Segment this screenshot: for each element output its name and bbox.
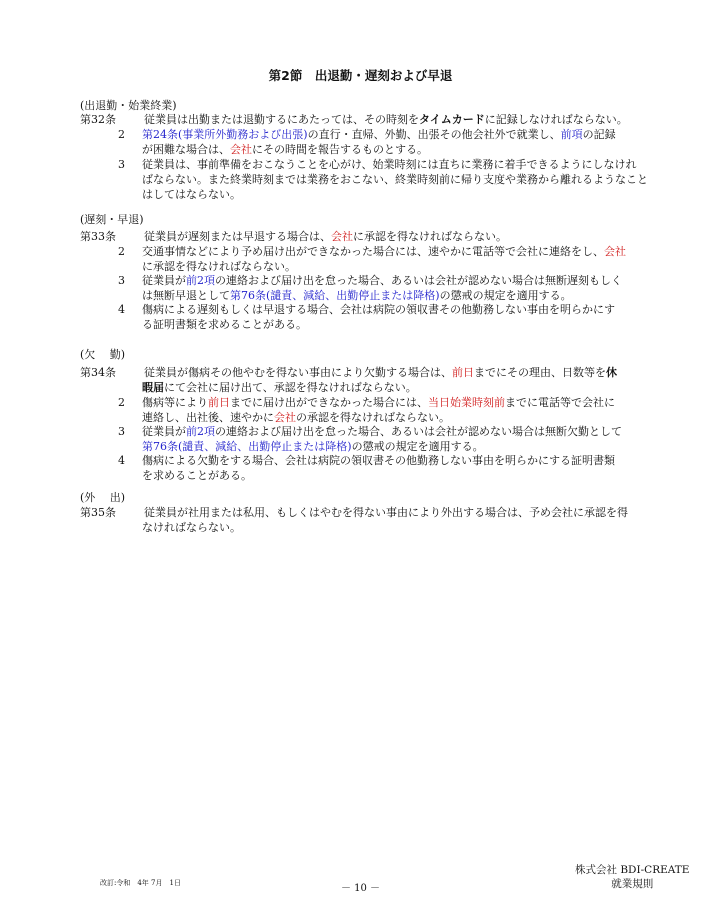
text: 従業員が: [142, 274, 186, 287]
text-line: はしてはならない。: [142, 188, 241, 201]
article-34-item-2-cont: [142, 410, 450, 425]
text: 従業員が傷病その他やむを得ない事由により欠勤する場合は、: [144, 366, 452, 379]
item-number: 2: [118, 128, 125, 141]
text: は無断早退として: [142, 289, 230, 302]
text: 従業員は、事前準備をおこなうことを心がけ、始業時刻には直ちに業務に着手できるようにしなけれ: [142, 158, 637, 171]
article-32: [80, 112, 628, 127]
item-number: 3: [118, 425, 125, 438]
text: 従業員が遅刻または早退する場合は、: [144, 230, 331, 243]
article-33-item-2: [118, 244, 626, 259]
text: の懲戒の規定を適用する。: [439, 289, 572, 302]
footer-company: [575, 863, 689, 891]
article-number: 第32条: [80, 113, 116, 126]
text-line: なければならない。: [142, 521, 241, 534]
document-name: 就業規則: [611, 878, 654, 890]
text: の承認を得なければならない。: [296, 411, 450, 424]
text: 傷病による遅刻もしくは早退する場合、会社は病院の領収書その他勤務しない事由を明らかにす: [142, 303, 615, 316]
highlight-text: 会社: [230, 143, 252, 156]
article-33-item-4: [118, 302, 615, 317]
text: 連絡し、出社後、速やかに: [142, 411, 274, 424]
text: にて会社に届け出て、承認を得なければならない。: [164, 381, 417, 394]
item-number: 4: [118, 303, 125, 316]
article-35: [80, 505, 628, 520]
text-line: を求めることがある。: [142, 469, 252, 482]
text: が困難な場合は、: [142, 143, 230, 156]
highlight-text: 前日: [208, 396, 230, 409]
section-heading-late-early: (遅刻・早退): [80, 213, 144, 226]
text: の直行・直帰、外勤、出張その他会社外で就業し、: [307, 128, 561, 141]
text: までにその理由、日数等を: [474, 366, 606, 379]
article-34-item-3-cont: [142, 439, 484, 454]
highlight-text: 会社: [604, 245, 626, 258]
article-34-cont: [142, 380, 417, 395]
section-heading-going-out: (外 出): [80, 491, 126, 504]
text: 傷病による欠勤をする場合、会社は病院の領収書その他勤務しない事由を明らかにする証明書類: [142, 454, 615, 467]
emphasis-text: タイムカード: [419, 113, 485, 126]
emphasis-text: 休: [606, 366, 617, 379]
emphasis-text: 暇届: [142, 381, 164, 394]
text-line: に承認を得なければならない。: [142, 260, 296, 273]
text: に承認を得なければならない。: [353, 230, 507, 243]
article-reference: 第24条(事業所外勤務および出張): [142, 128, 308, 141]
text: 従業員が: [142, 425, 186, 438]
text: の連絡および届け出を怠った場合、あるいは会社が認めない場合は無断欠勤として: [215, 425, 622, 438]
item-number: 2: [118, 396, 125, 409]
item-number: 3: [118, 274, 125, 287]
text: にその時間を報告するものとする。: [252, 143, 428, 156]
text: に記録しなければならない。: [484, 113, 628, 126]
page-title: 第2節 出退勤・遅刻および早退: [268, 68, 453, 83]
text: 傷病等により: [142, 396, 208, 409]
text: の連絡および届け出を怠った場合、あるいは会社が認めない場合は無断遅刻もしく: [215, 274, 622, 287]
company-name: 株式会社 BDI-CREATE: [575, 864, 690, 876]
article-reference: 第76条(譴責、減給、出勤停止または降格): [142, 440, 352, 453]
section-heading-absence: (欠 勤): [80, 348, 126, 361]
text-line: ばならない。また終業時刻までは業務をおこない、終業時刻前に帰り支度や業務から離れるようなこと: [142, 173, 648, 186]
article-32-item-3: [118, 157, 637, 172]
article-reference: 第76条(譴責、減給、出勤停止または降格): [230, 289, 440, 302]
article-34-item-2: [118, 395, 615, 410]
article-33-item-3: [118, 273, 622, 288]
section-heading-attendance: (出退勤・始業終業): [80, 99, 177, 112]
highlight-text: 前日: [452, 366, 474, 379]
text: 従業員が社用または私用、もしくはやむを得ない事由により外出する場合は、予め会社に承認を得: [144, 506, 628, 519]
article-32-item-2: [118, 127, 616, 142]
article-number: 第33条: [80, 230, 116, 243]
article-34-item-4: [118, 453, 615, 468]
text: の記録: [582, 128, 616, 141]
highlight-text: 当日始業時刻前: [428, 396, 505, 409]
text: の懲戒の規定を適用する。: [351, 440, 484, 453]
article-number: 第34条: [80, 366, 116, 379]
article-reference: 前2項: [186, 425, 215, 438]
article-reference: 前項: [560, 128, 583, 141]
article-number: 第35条: [80, 506, 116, 519]
text-line: る証明書類を求めることがある。: [142, 318, 307, 331]
article-reference: 前2項: [186, 274, 215, 287]
article-34: [80, 365, 617, 380]
item-number: 3: [118, 158, 125, 171]
article-33: [80, 229, 507, 244]
highlight-text: 会社: [331, 230, 353, 243]
item-number: 2: [118, 245, 125, 258]
highlight-text: 会社: [274, 411, 296, 424]
text: 従業員は出勤または退勤するにあたっては、その時刻を: [144, 113, 419, 126]
revision-date: 改訂:令和 4年 7月 1日: [100, 879, 181, 887]
text: までに届け出ができなかった場合には、: [230, 396, 428, 409]
article-33-item-3-cont: [142, 288, 572, 303]
page-number: － 10 －: [340, 883, 381, 894]
article-34-item-3: [118, 424, 622, 439]
text: 交通事情などにより予め届け出ができなかった場合には、速やかに電話等で会社に連絡をし、: [142, 245, 604, 258]
item-number: 4: [118, 454, 125, 467]
text: までに電話等で会社に: [505, 396, 615, 409]
article-32-item-2-cont: [142, 142, 428, 157]
